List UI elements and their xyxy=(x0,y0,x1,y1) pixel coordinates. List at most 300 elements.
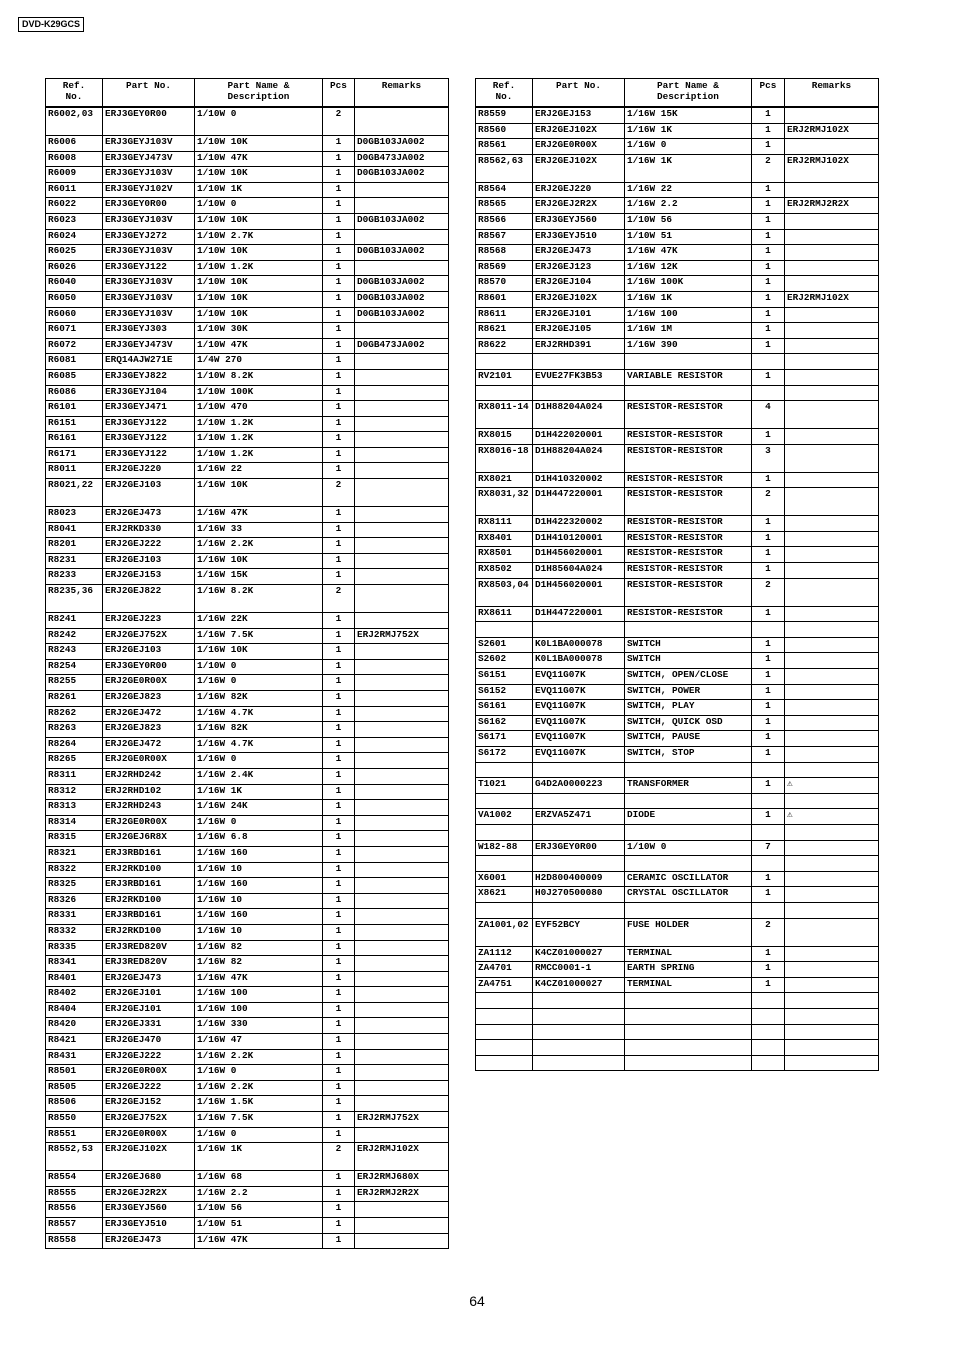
remarks-cell xyxy=(355,956,449,972)
pcs-cell: 1 xyxy=(323,831,355,847)
remarks-cell xyxy=(355,1065,449,1081)
part-no-cell: ERJ3GEYJ103V xyxy=(103,245,195,261)
remarks-cell xyxy=(785,472,879,488)
table-row xyxy=(46,369,449,385)
description-cell: 1/10W 8.2K xyxy=(195,369,323,385)
description-cell: 1/10W 1.2K xyxy=(195,447,323,463)
description-cell: 1/10W 470 xyxy=(195,401,323,417)
part-no-cell: ERJ3RBD161 xyxy=(103,909,195,925)
description-cell: 1/10W 47K xyxy=(195,151,323,167)
ref-cell: S6152 xyxy=(476,684,533,700)
description-cell: 1/16W 1K xyxy=(625,291,752,307)
part-no-cell: ERJ3RED820V xyxy=(103,940,195,956)
description-cell: 1/16W 10 xyxy=(195,862,323,878)
part-no-cell: D1H88204A024 xyxy=(533,444,625,472)
remarks-cell xyxy=(355,862,449,878)
warning-triangle-icon: ⚠ xyxy=(785,778,879,794)
description-cell xyxy=(625,856,752,872)
remarks-cell: D0GB473JA002 xyxy=(355,338,449,354)
description-cell: 1/16W 0 xyxy=(195,815,323,831)
description-cell: 1/16W 0 xyxy=(195,753,323,769)
description-cell: 1/16W 330 xyxy=(195,1018,323,1034)
remarks-cell xyxy=(355,1034,449,1050)
table-row xyxy=(476,354,879,370)
pcs-cell: 1 xyxy=(323,1096,355,1112)
remarks-cell xyxy=(785,276,879,292)
ref-cell: R8506 xyxy=(46,1096,103,1112)
table-row xyxy=(46,307,449,323)
table-row xyxy=(476,198,879,214)
description-cell: EARTH SPRING xyxy=(625,962,752,978)
remarks-cell xyxy=(785,338,879,354)
part-no-cell: ERJ3GEY0R00 xyxy=(533,840,625,856)
pcs-cell: 1 xyxy=(323,1218,355,1234)
pcs-cell: 1 xyxy=(752,213,785,229)
part-no-cell: EVQ11G07K xyxy=(533,700,625,716)
remarks-cell xyxy=(785,669,879,685)
description-cell: 1/16W 47 xyxy=(195,1034,323,1050)
part-no-cell xyxy=(533,1040,625,1056)
pcs-cell xyxy=(752,1008,785,1024)
part-no-cell: D1H410120001 xyxy=(533,531,625,547)
part-no-cell: ERJ3GEYJ510 xyxy=(533,229,625,245)
description-cell: 1/16W 7.5K xyxy=(195,1112,323,1128)
ref-cell: RX8015 xyxy=(476,429,533,445)
table-row xyxy=(46,800,449,816)
pcs-cell: 1 xyxy=(752,531,785,547)
remarks-cell xyxy=(355,893,449,909)
part-no-cell: ERJ2GEJ222 xyxy=(103,538,195,554)
ref-cell: RX8501 xyxy=(476,547,533,563)
description-cell: SWITCH, POWER xyxy=(625,684,752,700)
pcs-cell: 3 xyxy=(752,444,785,472)
description-cell: 1/10W 47K xyxy=(195,338,323,354)
description-cell: 1/16W 100 xyxy=(195,987,323,1003)
part-no-cell: ERJ2GEJ331 xyxy=(103,1018,195,1034)
ref-cell: R8326 xyxy=(46,893,103,909)
description-cell: 1/10W 10K xyxy=(195,276,323,292)
table-row xyxy=(476,516,879,532)
ref-cell: S6162 xyxy=(476,715,533,731)
table-row xyxy=(476,1040,879,1056)
ref-cell: R6161 xyxy=(46,432,103,448)
pcs-cell: 1 xyxy=(323,416,355,432)
description-cell xyxy=(625,1008,752,1024)
ref-cell xyxy=(476,902,533,918)
remarks-cell xyxy=(785,245,879,261)
table-row xyxy=(46,1171,449,1187)
remarks-cell xyxy=(785,488,879,516)
description-cell: 1/16W 15K xyxy=(195,569,323,585)
table-row xyxy=(46,613,449,629)
ref-cell: R6011 xyxy=(46,182,103,198)
description-cell: SWITCH, PAUSE xyxy=(625,731,752,747)
pcs-cell: 1 xyxy=(323,1049,355,1065)
pcs-cell: 1 xyxy=(323,1018,355,1034)
description-cell: RESISTOR-RESISTOR xyxy=(625,547,752,563)
pcs-cell: 7 xyxy=(752,840,785,856)
table-row xyxy=(46,167,449,183)
table-row xyxy=(46,831,449,847)
remarks-cell xyxy=(355,768,449,784)
table-row xyxy=(46,971,449,987)
remarks-cell xyxy=(785,429,879,445)
part-no-cell: ERJ2GEJ680 xyxy=(103,1171,195,1187)
description-cell: 1/16W 82 xyxy=(195,956,323,972)
ref-cell: ZA4751 xyxy=(476,977,533,993)
table-row xyxy=(46,1065,449,1081)
pcs-cell: 1 xyxy=(323,924,355,940)
pcs-cell xyxy=(752,762,785,778)
ref-cell: S2601 xyxy=(476,637,533,653)
pcs-cell: 2 xyxy=(752,154,785,182)
table-row xyxy=(46,924,449,940)
part-no-cell: ERJ2GEJ103 xyxy=(103,553,195,569)
ref-cell: R8552,53 xyxy=(46,1143,103,1171)
description-cell: 1/16W 100K xyxy=(625,276,752,292)
table-row xyxy=(46,1233,449,1249)
part-no-cell: ERJ2GEJ472 xyxy=(103,737,195,753)
pcs-cell: 1 xyxy=(323,151,355,167)
table-row xyxy=(46,768,449,784)
pcs-cell xyxy=(752,1024,785,1040)
pcs-cell xyxy=(752,793,785,809)
description-cell: 1/16W 10K xyxy=(195,553,323,569)
description-cell: 1/10W 1K xyxy=(195,182,323,198)
pcs-cell: 1 xyxy=(752,684,785,700)
table-row xyxy=(46,644,449,660)
part-no-cell: ERJ2GE0R00X xyxy=(103,675,195,691)
table-row xyxy=(476,563,879,579)
pcs-cell: 1 xyxy=(752,871,785,887)
part-no-cell: ERJ3GEYJ560 xyxy=(533,213,625,229)
table-row xyxy=(476,472,879,488)
pcs-cell: 1 xyxy=(323,323,355,339)
table-row xyxy=(46,1034,449,1050)
remarks-cell xyxy=(355,507,449,523)
table-row xyxy=(476,385,879,401)
description-cell xyxy=(625,824,752,840)
remarks-cell: D0GB103JA002 xyxy=(355,167,449,183)
remarks-cell xyxy=(355,182,449,198)
remarks-cell xyxy=(785,531,879,547)
ref-cell: R6101 xyxy=(46,401,103,417)
table-row xyxy=(46,463,449,479)
description-cell: TRANSFORMER xyxy=(625,778,752,794)
col-header-part-no: Part No. xyxy=(103,79,195,108)
part-no-cell: ERJ2GE0R00X xyxy=(103,815,195,831)
table-row xyxy=(46,401,449,417)
remarks-cell xyxy=(785,354,879,370)
ref-cell xyxy=(476,824,533,840)
ref-cell: RX8401 xyxy=(476,531,533,547)
part-no-cell: K0L1BA000078 xyxy=(533,637,625,653)
description-cell: 1/16W 0 xyxy=(195,1127,323,1143)
description-cell: 1/16W 15K xyxy=(625,107,752,123)
part-no-cell: ERJ2RHD243 xyxy=(103,800,195,816)
ref-cell: R8263 xyxy=(46,722,103,738)
table-row xyxy=(46,1143,449,1171)
pcs-cell: 2 xyxy=(752,578,785,606)
header-row xyxy=(46,79,449,108)
part-no-cell: EVQ11G07K xyxy=(533,731,625,747)
table-row xyxy=(46,323,449,339)
table-row xyxy=(46,893,449,909)
description-cell: 1/10W 10K xyxy=(195,136,323,152)
table-row xyxy=(46,815,449,831)
table-row xyxy=(46,198,449,214)
part-no-cell: ERJ2GEJ2R2X xyxy=(533,198,625,214)
pcs-cell: 1 xyxy=(323,463,355,479)
table-row xyxy=(476,401,879,429)
part-no-cell: D1H422320002 xyxy=(533,516,625,532)
description-cell xyxy=(625,622,752,638)
table-row xyxy=(46,479,449,507)
remarks-cell xyxy=(355,613,449,629)
part-no-cell xyxy=(533,902,625,918)
model-tag: DVD-K29GCS xyxy=(18,17,84,32)
table-row xyxy=(476,245,879,261)
remarks-cell: ERJ2RMJ102X xyxy=(785,291,879,307)
pcs-cell: 1 xyxy=(752,260,785,276)
part-no-cell: D1H85604A024 xyxy=(533,563,625,579)
table-row xyxy=(476,887,879,903)
ref-cell: R8312 xyxy=(46,784,103,800)
table-row xyxy=(46,628,449,644)
ref-cell: ZA1001,02 xyxy=(476,918,533,946)
table-row xyxy=(46,659,449,675)
table-row xyxy=(46,107,449,136)
description-cell xyxy=(625,385,752,401)
table-row xyxy=(476,856,879,872)
table-row xyxy=(476,123,879,139)
part-no-cell: EVQ11G07K xyxy=(533,684,625,700)
pcs-cell: 1 xyxy=(323,1034,355,1050)
part-no-cell: ERJ2GEJ6R8X xyxy=(103,831,195,847)
part-no-cell: ERJ3GEYJ122 xyxy=(103,260,195,276)
pcs-cell: 1 xyxy=(323,1112,355,1128)
ref-cell: R6022 xyxy=(46,198,103,214)
remarks-cell: D0GB103JA002 xyxy=(355,307,449,323)
description-cell xyxy=(625,1040,752,1056)
col-header-pcs: Pcs xyxy=(323,79,355,108)
part-no-cell xyxy=(533,622,625,638)
description-cell: 1/10W 10K xyxy=(195,307,323,323)
parts-table-right-body xyxy=(476,107,879,1071)
remarks-cell xyxy=(355,447,449,463)
description-cell: SWITCH xyxy=(625,637,752,653)
remarks-cell xyxy=(355,1218,449,1234)
pcs-cell: 1 xyxy=(323,971,355,987)
remarks-cell xyxy=(785,260,879,276)
description-cell: RESISTOR-RESISTOR xyxy=(625,531,752,547)
remarks-cell xyxy=(785,993,879,1009)
table-row xyxy=(476,1055,879,1071)
part-no-cell: ERJ2GE0R00X xyxy=(103,753,195,769)
part-no-cell: ERJ3GEYJ303 xyxy=(103,323,195,339)
part-no-cell: ERJ2GEJ823 xyxy=(103,722,195,738)
part-no-cell: ERJ2GEJ103 xyxy=(103,479,195,507)
description-cell: TERMINAL xyxy=(625,946,752,962)
remarks-cell xyxy=(355,1202,449,1218)
remarks-cell xyxy=(785,856,879,872)
description-cell: 1/16W 24K xyxy=(195,800,323,816)
remarks-cell: D0GB103JA002 xyxy=(355,213,449,229)
ref-cell: R8314 xyxy=(46,815,103,831)
description-cell: 1/10W 51 xyxy=(625,229,752,245)
table-row xyxy=(476,578,879,606)
ref-cell: S2602 xyxy=(476,653,533,669)
pcs-cell xyxy=(752,824,785,840)
remarks-cell: D0GB473JA002 xyxy=(355,151,449,167)
table-row xyxy=(46,432,449,448)
remarks-cell xyxy=(355,909,449,925)
remarks-cell xyxy=(785,946,879,962)
description-cell: 1/10W 56 xyxy=(195,1202,323,1218)
part-no-cell: ERJ3GEYJ471 xyxy=(103,401,195,417)
remarks-cell xyxy=(355,831,449,847)
remarks-cell xyxy=(785,578,879,606)
remarks-cell xyxy=(785,747,879,763)
ref-cell: R8401 xyxy=(46,971,103,987)
remarks-cell xyxy=(785,700,879,716)
description-cell: 1/16W 7.5K xyxy=(195,628,323,644)
ref-cell: RX8021 xyxy=(476,472,533,488)
table-row xyxy=(46,675,449,691)
ref-cell: R6071 xyxy=(46,323,103,339)
table-row xyxy=(476,902,879,918)
description-cell: RESISTOR-RESISTOR xyxy=(625,472,752,488)
table-row xyxy=(46,1096,449,1112)
ref-cell: R8564 xyxy=(476,182,533,198)
remarks-cell xyxy=(355,229,449,245)
part-no-cell: ERJ2GEJ752X xyxy=(103,628,195,644)
part-no-cell: ERJ2GEJ823 xyxy=(103,691,195,707)
ref-cell: RX8503,04 xyxy=(476,578,533,606)
table-row xyxy=(476,793,879,809)
pcs-cell: 1 xyxy=(323,987,355,1003)
table-row xyxy=(46,1002,449,1018)
description-cell: RESISTOR-RESISTOR xyxy=(625,578,752,606)
table-row xyxy=(476,977,879,993)
ref-cell: RX8011-14 xyxy=(476,401,533,429)
table-row xyxy=(476,684,879,700)
table-row xyxy=(46,522,449,538)
part-no-cell: ERQ14AJW271E xyxy=(103,354,195,370)
ref-cell: R8561 xyxy=(476,139,533,155)
table-row xyxy=(476,715,879,731)
part-no-cell: ERJ2GEJ473 xyxy=(103,971,195,987)
description-cell: 1/10W 10K xyxy=(195,291,323,307)
remarks-cell xyxy=(355,675,449,691)
description-cell: 1/10W 1.2K xyxy=(195,416,323,432)
remarks-cell xyxy=(355,644,449,660)
table-row xyxy=(476,531,879,547)
remarks-cell xyxy=(785,1024,879,1040)
part-no-cell xyxy=(533,793,625,809)
ref-cell: R8041 xyxy=(46,522,103,538)
ref-cell: R8341 xyxy=(46,956,103,972)
ref-cell: RX8611 xyxy=(476,606,533,622)
remarks-cell xyxy=(355,1049,449,1065)
ref-cell: R8243 xyxy=(46,644,103,660)
pcs-cell xyxy=(752,354,785,370)
description-cell: SWITCH xyxy=(625,653,752,669)
description-cell: RESISTOR-RESISTOR xyxy=(625,488,752,516)
pcs-cell: 1 xyxy=(323,307,355,323)
ref-cell: R8332 xyxy=(46,924,103,940)
table-row xyxy=(476,809,879,825)
remarks-cell xyxy=(355,846,449,862)
part-no-cell: ERJ2RKD100 xyxy=(103,924,195,940)
description-cell: 1/10W 1.2K xyxy=(195,260,323,276)
description-cell: TERMINAL xyxy=(625,977,752,993)
remarks-cell xyxy=(785,622,879,638)
table-row xyxy=(46,940,449,956)
description-cell xyxy=(625,993,752,1009)
table-row xyxy=(476,747,879,763)
pcs-cell: 1 xyxy=(323,956,355,972)
remarks-cell xyxy=(355,416,449,432)
pcs-cell: 2 xyxy=(323,479,355,507)
col-header-ref: Ref. No. xyxy=(46,79,103,108)
part-no-cell: ERJ3RBD161 xyxy=(103,878,195,894)
parts-table-left-body xyxy=(46,107,449,1249)
part-no-cell: ERJ2GEJ101 xyxy=(533,307,625,323)
remarks-cell xyxy=(785,840,879,856)
part-no-cell xyxy=(533,354,625,370)
ref-cell: RV2101 xyxy=(476,369,533,385)
table-row xyxy=(476,276,879,292)
table-row xyxy=(476,669,879,685)
part-no-cell: ERJ3RBD161 xyxy=(103,846,195,862)
table-row xyxy=(46,276,449,292)
table-row xyxy=(46,553,449,569)
ref-cell: R8261 xyxy=(46,691,103,707)
description-cell: 1/16W 12K xyxy=(625,260,752,276)
pcs-cell: 1 xyxy=(752,700,785,716)
pcs-cell: 1 xyxy=(323,753,355,769)
description-cell xyxy=(625,762,752,778)
part-no-cell: ERJ2GEJ152 xyxy=(103,1096,195,1112)
description-cell: 1/16W 2.2 xyxy=(625,198,752,214)
pcs-cell: 1 xyxy=(323,1233,355,1249)
part-no-cell: D1H447220001 xyxy=(533,488,625,516)
table-row xyxy=(46,1018,449,1034)
part-no-cell: H2D800400009 xyxy=(533,871,625,887)
part-no-cell: ERJ2GEJ101 xyxy=(103,987,195,1003)
remarks-cell xyxy=(355,722,449,738)
pcs-cell: 1 xyxy=(323,1065,355,1081)
description-cell: 1/16W 0 xyxy=(625,139,752,155)
remarks-cell: ERJ2RMJ752X xyxy=(355,1112,449,1128)
remarks-cell xyxy=(355,753,449,769)
description-cell: CERAMIC OSCILLATOR xyxy=(625,871,752,887)
pcs-cell: 1 xyxy=(323,447,355,463)
table-row xyxy=(46,182,449,198)
description-cell: RESISTOR-RESISTOR xyxy=(625,429,752,445)
description-cell: 1/16W 4.7K xyxy=(195,706,323,722)
ref-cell: R8555 xyxy=(46,1186,103,1202)
table-row xyxy=(476,622,879,638)
pcs-cell: 1 xyxy=(323,338,355,354)
remarks-cell xyxy=(785,606,879,622)
ref-cell: S6172 xyxy=(476,747,533,763)
part-no-cell: D1H422020001 xyxy=(533,429,625,445)
remarks-cell xyxy=(355,1018,449,1034)
pcs-cell: 1 xyxy=(752,245,785,261)
ref-cell: R8554 xyxy=(46,1171,103,1187)
